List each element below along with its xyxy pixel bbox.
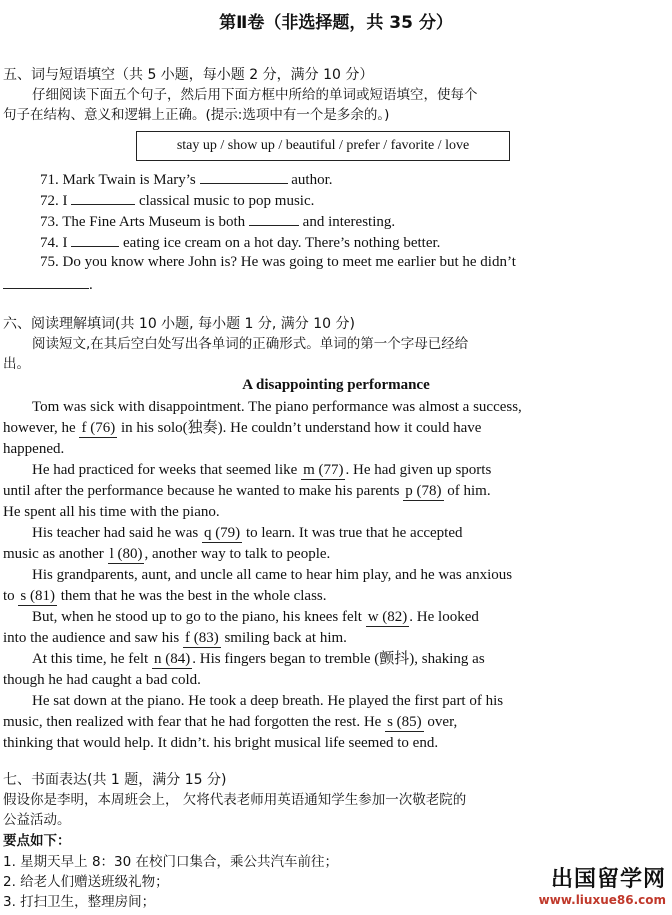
question-72 (40, 190, 314, 210)
passage-line-11 (32, 608, 479, 627)
passage-line-8 (3, 545, 330, 564)
blank-76[interactable]: f (76) (81, 420, 116, 436)
q72-text-b: classical music to pop music. (139, 193, 315, 209)
section5-instruction-1: 仔细阅读下面五个句子，然后用下面方框中所给的单词或短语填空，使每个 (32, 87, 478, 103)
site-logo[interactable] (539, 862, 666, 907)
section6-instruction-2: 出。 (3, 356, 30, 372)
passage-text: them that he was the best in the whole class. (60, 588, 327, 604)
passage-text: until after the performance because he wanted to make his parents (3, 483, 400, 499)
blank-85[interactable]: s (85) (387, 714, 422, 730)
passage-text: His teacher had said he was (32, 525, 199, 541)
passage-text: in his solo(独奏). He couldn’t understand how it could have (120, 420, 482, 436)
section5-heading: 五、词与短语填空（共 5 小题，每小题 2 分，满分 10 分） (3, 67, 374, 83)
passage-text: But, when he stood up to go to the piano, his knees felt (32, 609, 362, 625)
blank-83[interactable]: f (83) (184, 630, 219, 646)
q75-blank[interactable] (3, 274, 89, 289)
q72-text-a: 72. I (40, 193, 68, 209)
site-logo-text: 出国留学网 (550, 867, 666, 892)
blank-78[interactable]: p (78) (405, 483, 442, 499)
q71-blank[interactable] (200, 169, 288, 184)
q71-text-a: 71. Mark Twain is Mary’s (40, 172, 196, 188)
section7-line-2: 公益活动。 (3, 812, 71, 828)
passage-line-16 (3, 713, 457, 732)
section7-line-1: 假设你是李明，本周班会上， 欠将代表老师用英语通知学生参加一次敬老院的 (3, 792, 467, 808)
q74-text-b: eating ice cream on a hot day. There’s nothing better. (123, 235, 441, 251)
passage-text: to (3, 588, 15, 604)
question-74 (40, 232, 440, 252)
site-url: www.liuxue86.com (538, 893, 666, 907)
question-71 (40, 169, 333, 189)
passage-text: . He looked (409, 609, 479, 625)
blank-81[interactable]: s (81) (20, 588, 55, 604)
q73-text-a: 73. The Fine Arts Museum is both (40, 214, 246, 230)
passage-line-13 (32, 650, 485, 669)
passage-text: to learn. It was true that he accepted (245, 525, 463, 541)
blank-79[interactable]: q (79) (203, 525, 241, 541)
passage-line-12 (3, 629, 347, 648)
point-2: 2. 给老人们赠送班级礼物； (3, 874, 169, 890)
passage-line-4 (32, 461, 491, 480)
q74-blank[interactable] (71, 232, 119, 247)
question-75: 75. Do you know where John is? He was going to meet me earlier but he didn’t (40, 254, 516, 270)
points-heading: 要点如下： (3, 833, 71, 849)
passage-line-9: His grandparents, aunt, and uncle all came to hear him play, and he was anxious (32, 567, 513, 583)
passage-text: , another way to talk to people. (144, 546, 331, 562)
passage-text: . His fingers began to tremble (颤抖), shaking as (192, 651, 485, 667)
q74-text-a: 74. I (40, 235, 68, 251)
blank-82[interactable]: w (82) (367, 609, 408, 625)
section6-instruction-1: 阅读短文,在其后空白处写出各单词的正确形式。单词的第一个字母已经给 (32, 336, 469, 352)
question-75-continued (3, 274, 93, 294)
section5-instruction-2: 句子在结构、意义和逻辑上正确。(提示:选项中有一个是多余的。) (3, 107, 390, 123)
passage-text: He had practiced for weeks that seemed like (32, 462, 298, 478)
passage-line-1: Tom was sick with disappointment. The piano performance was almost a success, (32, 399, 522, 415)
blank-80[interactable]: l (80) (109, 546, 143, 562)
passage-text: music as another (3, 546, 104, 562)
blank-77[interactable]: m (77) (303, 462, 344, 478)
passage-text: however, he (3, 420, 76, 436)
q73-blank[interactable] (249, 211, 299, 226)
q73-text-b: and interesting. (302, 214, 396, 230)
paper-title: 第Ⅱ卷（非选择题，共 35 分） (219, 13, 453, 33)
passage-line-7 (32, 524, 463, 543)
passage-line-6: He spent all his time with the piano. (3, 504, 220, 520)
passage-line-15: He sat down at the piano. He took a deep breath. He played the first part of his (32, 693, 504, 709)
passage-text: music, then realized with fear that he had forgotten the rest. He (3, 714, 382, 730)
passage-text: . He had given up sports (345, 462, 492, 478)
passage-line-5 (3, 482, 491, 501)
passage-title: A disappointing performance (242, 377, 430, 393)
q72-blank[interactable] (71, 190, 135, 205)
passage-text: over, (427, 714, 458, 730)
passage-line-14: though he had caught a bad cold. (3, 672, 201, 688)
point-3: 3. 打扫卫生，整理房间； (3, 894, 156, 910)
point-1: 1. 星期天早上 8：30 在校门口集合，乘公共汽车前往； (3, 854, 339, 870)
blank-84[interactable]: n (84) (153, 651, 191, 667)
passage-text: At this time, he felt (32, 651, 149, 667)
passage-text: into the audience and saw his (3, 630, 180, 646)
q71-text-b: author. (291, 172, 333, 188)
section6-heading: 六、阅读理解填词(共 10 小题, 每小题 1 分, 满分 10 分) (3, 316, 355, 332)
question-73 (40, 211, 395, 231)
section7-heading: 七、书面表达(共 1 题，满分 15 分) (3, 772, 227, 788)
passage-text: smiling back at him. (224, 630, 347, 646)
passage-line-2 (3, 419, 481, 438)
q75-text-b: . (89, 277, 93, 293)
passage-line-10 (3, 587, 327, 606)
passage-line-3: happened. (3, 441, 65, 457)
passage-line-17: thinking that would help. It didn’t. his bright musical life seemed to end. (3, 735, 439, 751)
word-options-box: stay up / show up / beautiful / prefer / favorite / love (136, 131, 510, 161)
passage-text: of him. (447, 483, 491, 499)
